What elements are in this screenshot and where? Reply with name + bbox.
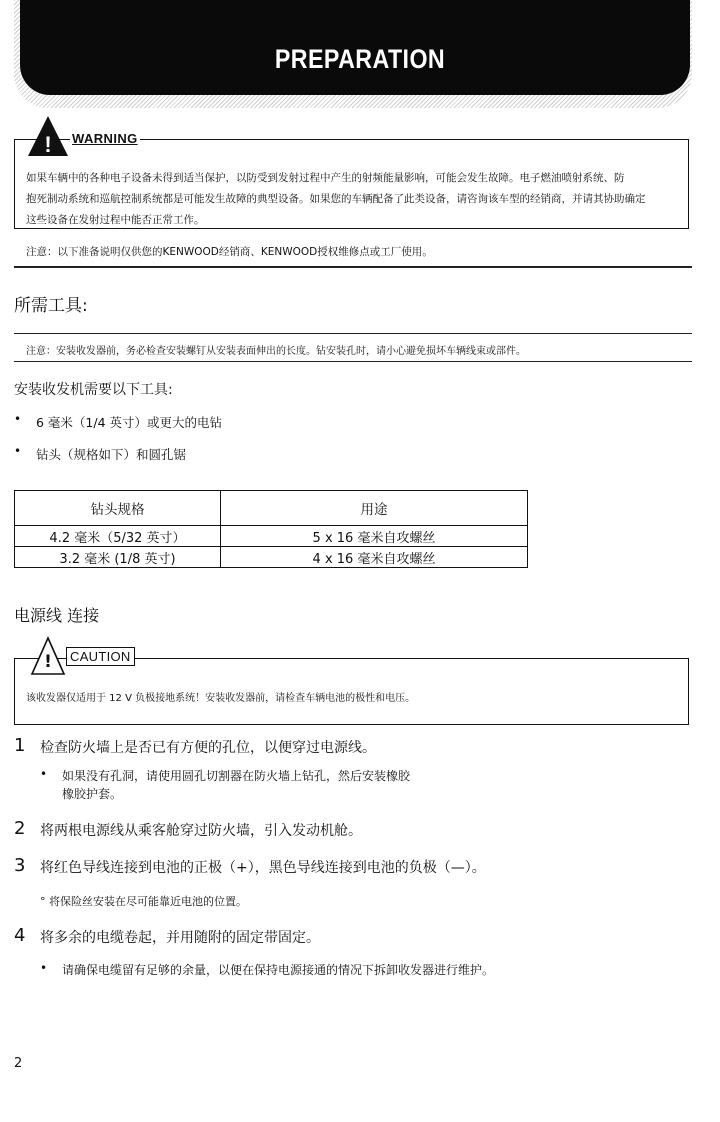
bullet-icon: • bbox=[14, 412, 22, 426]
caution-icon-mark: ! bbox=[44, 652, 52, 672]
tool-item: 钻头（规格如下）和圆孔锯 bbox=[36, 447, 187, 462]
step-text: 将两根电源线从乘客舱穿过防火墙，引入发动机舱。 bbox=[40, 823, 362, 839]
table-cell: 5 x 16 毫米自攻螺丝 bbox=[221, 526, 528, 547]
page-title: PREPARATION bbox=[274, 44, 446, 74]
table-row bbox=[15, 526, 528, 547]
step-footnote: ° 将保险丝安装在尽可能靠近电池的位置。 bbox=[40, 895, 247, 908]
table-row bbox=[15, 547, 528, 568]
table-header-row bbox=[15, 491, 528, 526]
step-text: 将多余的电缆卷起，并用随附的固定带固定。 bbox=[40, 930, 320, 946]
caution-label: CAUTION bbox=[66, 647, 135, 666]
step-subnote: 请确保电缆留有足够的余量，以便在保持电源接通的情况下拆卸收发器进行维护。 bbox=[62, 963, 495, 977]
warning-line: 如果车辆中的各种电子设备未得到适当保护，以防受到发射过程中产生的射频能量影响，可能会发生故障。电子燃油喷射系统、防 bbox=[26, 172, 625, 184]
table-header: 用途 bbox=[221, 491, 528, 526]
bullet-icon: • bbox=[14, 444, 22, 458]
warning-text bbox=[26, 168, 681, 231]
tools-needed-heading: 安装收发机需要以下工具: bbox=[14, 382, 173, 398]
caution-text: 该收发器仅适用于 12 V 负极接地系统！安装收发器前，请检查车辆电池的极性和电压。 bbox=[26, 693, 416, 704]
drill-table bbox=[14, 490, 528, 568]
warning-label: WARNING bbox=[72, 131, 138, 146]
step-subnote-line: 如果没有孔洞，请使用圆孔切割器在防火墙上钻孔，然后安装橡胶 bbox=[62, 769, 411, 783]
power-heading: 电源线 连接 bbox=[14, 606, 100, 625]
warning-icon-mark: ! bbox=[44, 132, 52, 157]
bullet-icon: • bbox=[40, 961, 48, 975]
step-text: 检查防火墙上是否已有方便的孔位，以便穿过电源线。 bbox=[40, 740, 376, 756]
bullet-icon: • bbox=[40, 767, 48, 781]
step-text: 将红色导线连接到电池的正极（+），黑色导线连接到电池的负极（—）。 bbox=[40, 860, 486, 876]
warning-line: 这些设备在发射过程中能否正常工作。 bbox=[26, 214, 205, 226]
step-number: 2 bbox=[14, 818, 26, 839]
step-number: 4 bbox=[14, 925, 26, 946]
tools-note: 注意：安装收发器前，务必检查安装螺钉从安装表面伸出的长度。钻安装孔时，请小心避免损坏车辆线束或部件。 bbox=[26, 346, 526, 357]
tools-heading: 所需工具: bbox=[14, 296, 88, 316]
tool-item: 6 毫米（1/4 英寸）或更大的电钻 bbox=[36, 415, 223, 430]
section-divider bbox=[14, 266, 692, 268]
step-subnote bbox=[62, 767, 410, 803]
page-number: 2 bbox=[14, 1056, 23, 1071]
step-subnote-line: 橡胶护套。 bbox=[62, 787, 123, 801]
step-number: 1 bbox=[14, 735, 26, 756]
table-cell: 3.2 毫米 (1/8 英寸) bbox=[15, 547, 221, 568]
table-cell: 4 x 16 毫米自攻螺丝 bbox=[221, 547, 528, 568]
table-cell: 4.2 毫米（5/32 英寸） bbox=[15, 526, 221, 547]
step-number: 3 bbox=[14, 855, 26, 876]
dealer-note: 注意：以下准备说明仅供您的KENWOOD经销商、KENWOOD授权维修点或工厂使用。 bbox=[26, 246, 433, 258]
warning-line: 抱死制动系统和巡航控制系统都是可能发生故障的典型设备。如果您的车辆配备了此类设备，请咨询该车型的经销商，并请其协助确定 bbox=[26, 193, 646, 205]
table-header: 钻头规格 bbox=[15, 491, 221, 526]
